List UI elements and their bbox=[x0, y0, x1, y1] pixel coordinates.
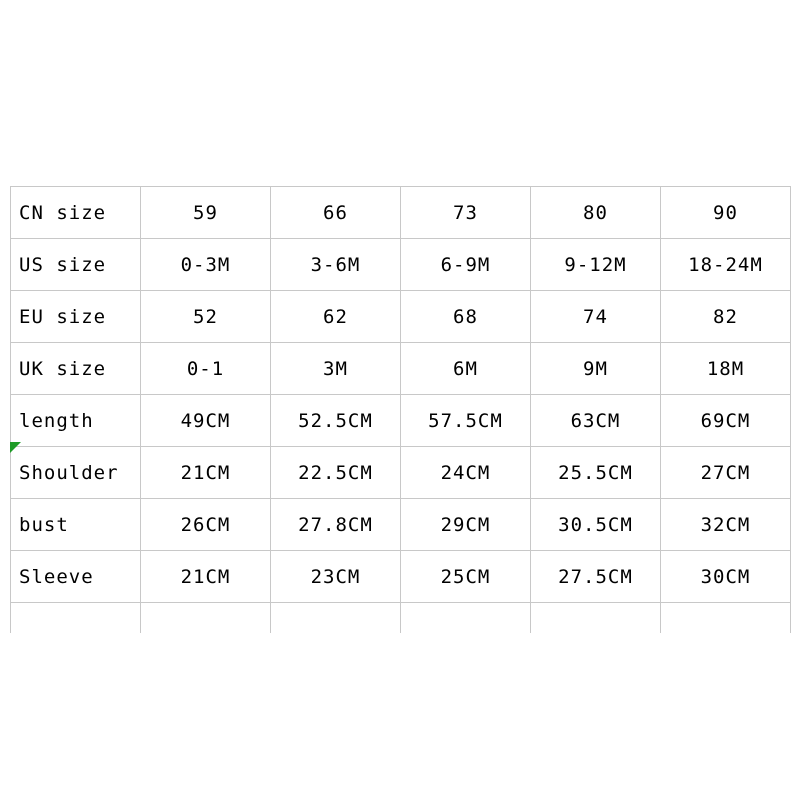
table-cell: 90 bbox=[661, 187, 791, 239]
table-cell: 57.5CM bbox=[401, 395, 531, 447]
table-cell-empty bbox=[401, 603, 531, 634]
table-cell: 3-6M bbox=[271, 239, 401, 291]
row-label: length bbox=[11, 395, 141, 447]
table-cell: 74 bbox=[531, 291, 661, 343]
table-cell: 23CM bbox=[271, 551, 401, 603]
table-cell: 68 bbox=[401, 291, 531, 343]
row-label: EU size bbox=[11, 291, 141, 343]
table-cell: 18M bbox=[661, 343, 791, 395]
table-cell: 3M bbox=[271, 343, 401, 395]
table-cell: 29CM bbox=[401, 499, 531, 551]
row-label: Shoulder bbox=[11, 447, 141, 499]
table-cell: 27.5CM bbox=[531, 551, 661, 603]
row-label: UK size bbox=[11, 343, 141, 395]
table-cell: 18-24M bbox=[661, 239, 791, 291]
table-cell: 9-12M bbox=[531, 239, 661, 291]
row-label: Sleeve bbox=[11, 551, 141, 603]
table-row bbox=[11, 291, 791, 343]
size-table bbox=[10, 186, 791, 633]
table-cell: 30.5CM bbox=[531, 499, 661, 551]
table-cell: 24CM bbox=[401, 447, 531, 499]
table-cell-empty bbox=[661, 603, 791, 634]
table-row bbox=[11, 343, 791, 395]
table-cell: 30CM bbox=[661, 551, 791, 603]
table-cell: 73 bbox=[401, 187, 531, 239]
table-cell-empty bbox=[141, 603, 271, 634]
table-cell-empty bbox=[11, 603, 141, 634]
size-chart bbox=[10, 186, 790, 633]
table-cell-empty bbox=[531, 603, 661, 634]
table-cell: 82 bbox=[661, 291, 791, 343]
table-row bbox=[11, 447, 791, 499]
table-cell: 9M bbox=[531, 343, 661, 395]
table-cell-empty bbox=[271, 603, 401, 634]
table-cell: 0-3M bbox=[141, 239, 271, 291]
table-cell: 32CM bbox=[661, 499, 791, 551]
table-row-empty bbox=[11, 603, 791, 634]
green-triangle-marker-icon bbox=[10, 442, 21, 453]
table-cell: 6-9M bbox=[401, 239, 531, 291]
table-cell: 27.8CM bbox=[271, 499, 401, 551]
table-row bbox=[11, 499, 791, 551]
table-row bbox=[11, 395, 791, 447]
table-cell: 27CM bbox=[661, 447, 791, 499]
table-cell: 0-1 bbox=[141, 343, 271, 395]
table-cell: 59 bbox=[141, 187, 271, 239]
table-cell: 80 bbox=[531, 187, 661, 239]
table-row bbox=[11, 187, 791, 239]
table-cell: 21CM bbox=[141, 551, 271, 603]
table-row bbox=[11, 551, 791, 603]
table-cell: 6M bbox=[401, 343, 531, 395]
row-label: CN size bbox=[11, 187, 141, 239]
table-cell: 69CM bbox=[661, 395, 791, 447]
row-label: bust bbox=[11, 499, 141, 551]
table-cell: 52.5CM bbox=[271, 395, 401, 447]
row-label: US size bbox=[11, 239, 141, 291]
table-cell: 66 bbox=[271, 187, 401, 239]
table-cell: 63CM bbox=[531, 395, 661, 447]
table-cell: 25CM bbox=[401, 551, 531, 603]
table-row bbox=[11, 239, 791, 291]
table-cell: 25.5CM bbox=[531, 447, 661, 499]
table-cell: 21CM bbox=[141, 447, 271, 499]
table-cell: 49CM bbox=[141, 395, 271, 447]
table-cell: 62 bbox=[271, 291, 401, 343]
table-cell: 52 bbox=[141, 291, 271, 343]
table-cell: 26CM bbox=[141, 499, 271, 551]
table-cell: 22.5CM bbox=[271, 447, 401, 499]
